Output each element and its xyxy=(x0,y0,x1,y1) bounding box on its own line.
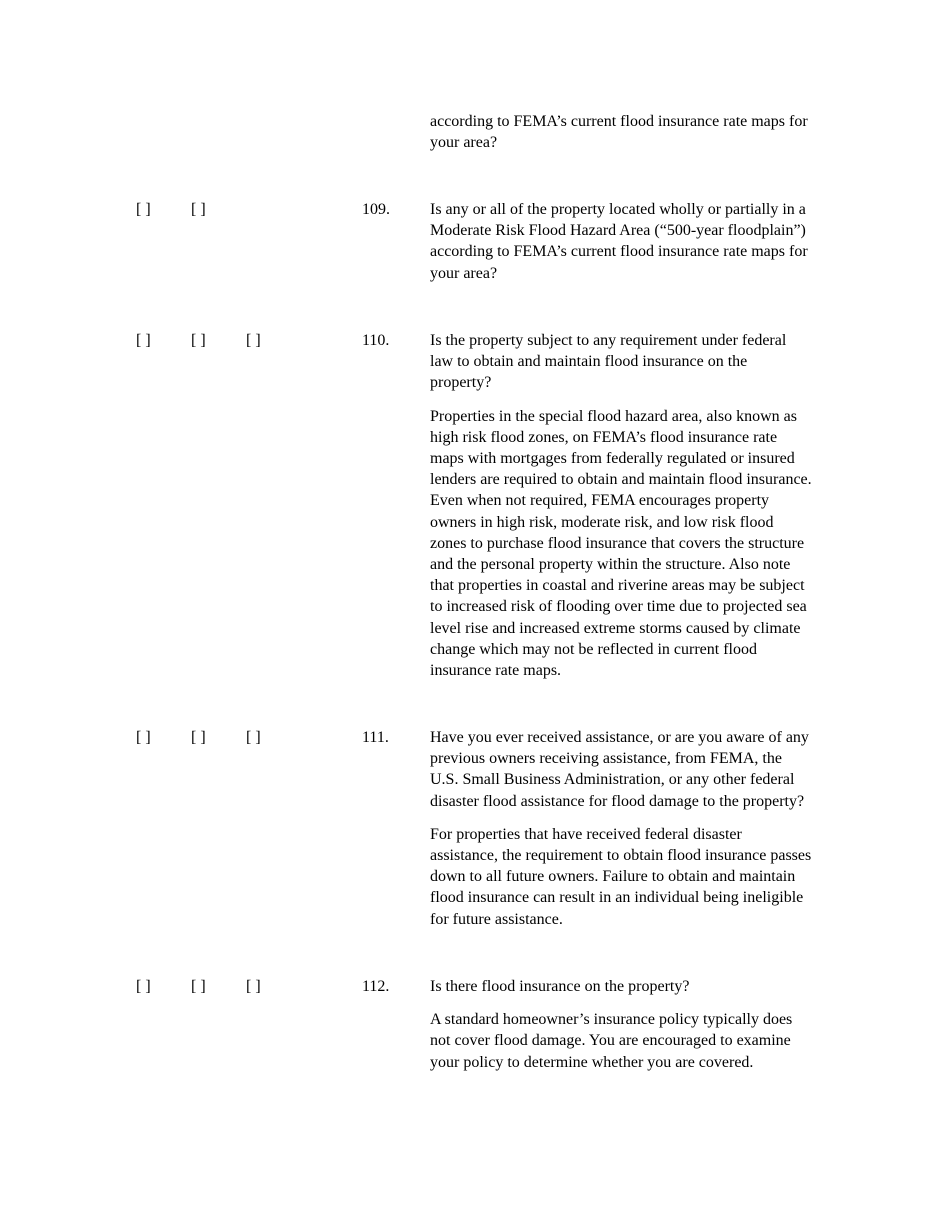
question-text: Is the property subject to any requirement under federal law to obtain and maintain flood insurance on the property? xyxy=(430,332,787,392)
question-note: For properties that have received federal disaster assistance, the requirement to obtain flood insurance passes down to all future owners. Failure to obtain and maintain flood insurance can result in an individual being ineligible for future assistance. xyxy=(430,825,812,928)
question-number: 110. xyxy=(362,332,390,349)
question-note: A standard homeowner’s insurance policy typically does not cover flood damage. You are encouraged to examine your policy to determine whether you are covered. xyxy=(430,1011,793,1071)
question-body xyxy=(430,727,850,930)
checkbox-unknown[interactable]: [ ] xyxy=(246,978,261,995)
question-note: Properties in the special flood hazard area, also known as high risk flood zones, on FEMA’s flood insurance rate maps with mortgages from federally regulated or insured lenders are required to obtain and maintain flood insurance. Even when not required, FEMA encourages property owners in high risk, moderate risk, and low risk flood zones to purchase flood insurance that covers the structure and the personal property within the structure. Also note that properties in coastal and riverine areas may be subject to increased risk of flooding over time due to projected sea level rise and increased extreme storms caused by climate change which may not be reflected in current flood insurance rate maps. xyxy=(430,407,812,680)
question-body xyxy=(430,976,850,1073)
question-body xyxy=(430,330,850,681)
checkbox-unknown[interactable]: [ ] xyxy=(246,332,261,349)
checkbox-no[interactable]: [ ] xyxy=(191,332,206,349)
checkbox-yes[interactable]: [ ] xyxy=(136,978,151,995)
checkbox-no[interactable]: [ ] xyxy=(191,729,206,746)
checkbox-unknown[interactable]: [ ] xyxy=(246,729,261,746)
question-number: 112. xyxy=(362,978,390,995)
question-number: 111. xyxy=(362,729,389,746)
checkbox-yes[interactable]: [ ] xyxy=(136,201,151,218)
checkbox-yes[interactable]: [ ] xyxy=(136,729,151,746)
question-text: Is there flood insurance on the property? xyxy=(430,978,690,995)
question-text: Is any or all of the property located wholly or partially in a Moderate Risk Flood Hazard Area (“500-year floodplain”) according to FEMA’s current flood insurance rate maps for your area? xyxy=(430,201,808,282)
question-number: 109. xyxy=(362,201,390,218)
question-body xyxy=(430,199,850,284)
question-text-continued: according to FEMA’s current flood insurance rate maps for your area? xyxy=(430,113,808,152)
checkbox-yes[interactable]: [ ] xyxy=(136,332,151,349)
checkbox-no[interactable]: [ ] xyxy=(191,978,206,995)
question-text: Have you ever received assistance, or are you aware of any previous owners receiving assistance, from FEMA, the U.S. Small Business Administration, or any other federal disaster flood assistance for flood damage to the property? xyxy=(430,729,809,810)
question-text xyxy=(430,111,850,153)
checkbox-no[interactable]: [ ] xyxy=(191,201,206,218)
